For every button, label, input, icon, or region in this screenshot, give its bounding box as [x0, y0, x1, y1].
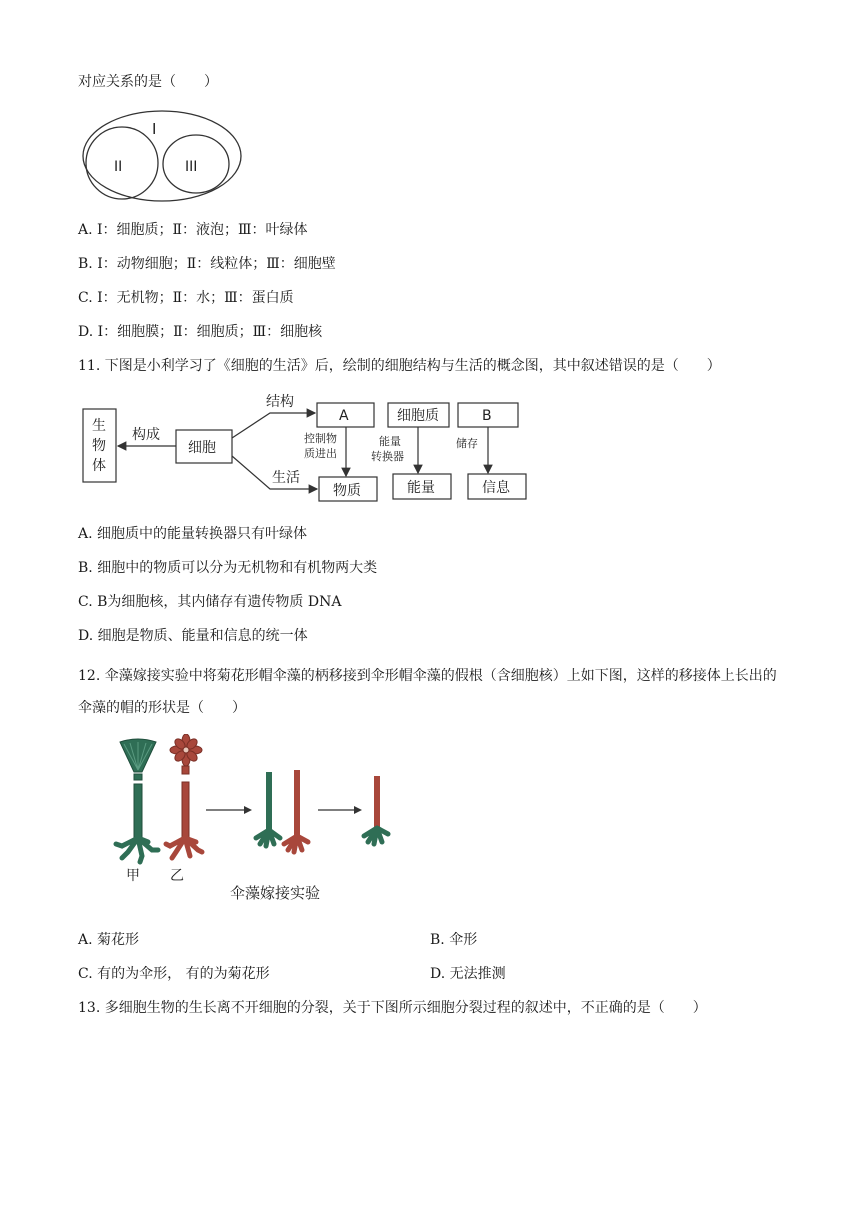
cytoplasm-label: 细胞质 [397, 408, 439, 424]
algae-jia [116, 739, 158, 862]
organism-char-2: 物 [92, 438, 106, 454]
venn-label-right: III [185, 159, 198, 175]
compose-label: 构成 [132, 427, 160, 443]
organism-char-3: 体 [92, 458, 106, 474]
q13-stem: 13. 多细胞生物的生长离不开细胞的分裂，关于下图所示细胞分裂过程的叙述中，不正确的是（ ） [78, 1000, 707, 1016]
q10-option-a: A. I：细胞质；Ⅱ：液泡；Ⅲ：叶绿体 [78, 222, 308, 238]
organism-char-1: 生 [92, 418, 106, 434]
label-yi: 乙 [170, 868, 184, 884]
venn-label-outer: I [152, 120, 157, 138]
cell-concept-map [80, 388, 530, 504]
q12-option-a: A. 菊花形 [78, 932, 140, 948]
converter-label-2: 转换器 [371, 450, 404, 463]
q12-option-c: C. 有的为伞形， 有的为菊花形 [78, 966, 270, 982]
q12-option-b: B. 伞形 [430, 932, 478, 948]
structure-label: 结构 [266, 394, 294, 410]
algae-middle-red [284, 770, 308, 852]
venn-label-left: II [114, 159, 123, 175]
q11-option-c: C. B为细胞核，其内储存有遗传物质 DNA [78, 594, 342, 610]
q10-stem-tail: 对应关系的是（ ） [78, 74, 218, 90]
q11-option-d: D. 细胞是物质、能量和信息的统一体 [78, 628, 308, 644]
box-a-label: A [339, 408, 349, 424]
cell-label: 细胞 [188, 440, 216, 456]
q11-option-b: B. 细胞中的物质可以分为无机物和有机物两大类 [78, 560, 378, 576]
control-label-1: 控制物 [304, 432, 337, 445]
umbrella-algae-grafting-figure [108, 734, 408, 904]
venn-diagram [80, 108, 244, 204]
matter-label: 物质 [333, 483, 361, 499]
energy-label: 能量 [407, 480, 435, 496]
q10-option-d: D. I：细胞膜；Ⅱ：细胞质；Ⅲ：细胞核 [78, 324, 323, 340]
info-label: 信息 [482, 480, 510, 496]
q11-stem: 11. 下图是小利学习了《细胞的生活》后，绘制的细胞结构与生活的概念图，其中叙述错误的是（ ） [78, 358, 721, 374]
algae-middle-green [256, 772, 280, 846]
q10-option-c: C. I：无机物；Ⅱ：水；Ⅲ：蛋白质 [78, 290, 294, 306]
store-label: 储存 [456, 437, 478, 450]
life-label: 生活 [272, 470, 300, 486]
box-b-label: B [482, 408, 492, 424]
q12-stem: 12. 伞藻嫁接实验中将菊花形帽伞藻的柄移接到伞形帽伞藻的假根（含细胞核）上如下图，这样的移接体上长出的伞藻的帽的形状是（ ） [78, 668, 777, 716]
label-jia: 甲 [126, 868, 140, 884]
q12-option-d: D. 无法推测 [430, 966, 506, 982]
converter-label-1: 能量 [379, 435, 401, 448]
q10-option-b: B. I：动物细胞；Ⅱ：线粒体；Ⅲ：细胞壁 [78, 256, 336, 272]
algae-yi [166, 734, 202, 858]
algae-grafted-result [364, 776, 388, 844]
control-label-2: 质进出 [304, 447, 337, 460]
figure-caption: 伞藻嫁接实验 [230, 884, 321, 902]
q11-option-a: A. 细胞质中的能量转换器只有叶绿体 [78, 526, 308, 542]
